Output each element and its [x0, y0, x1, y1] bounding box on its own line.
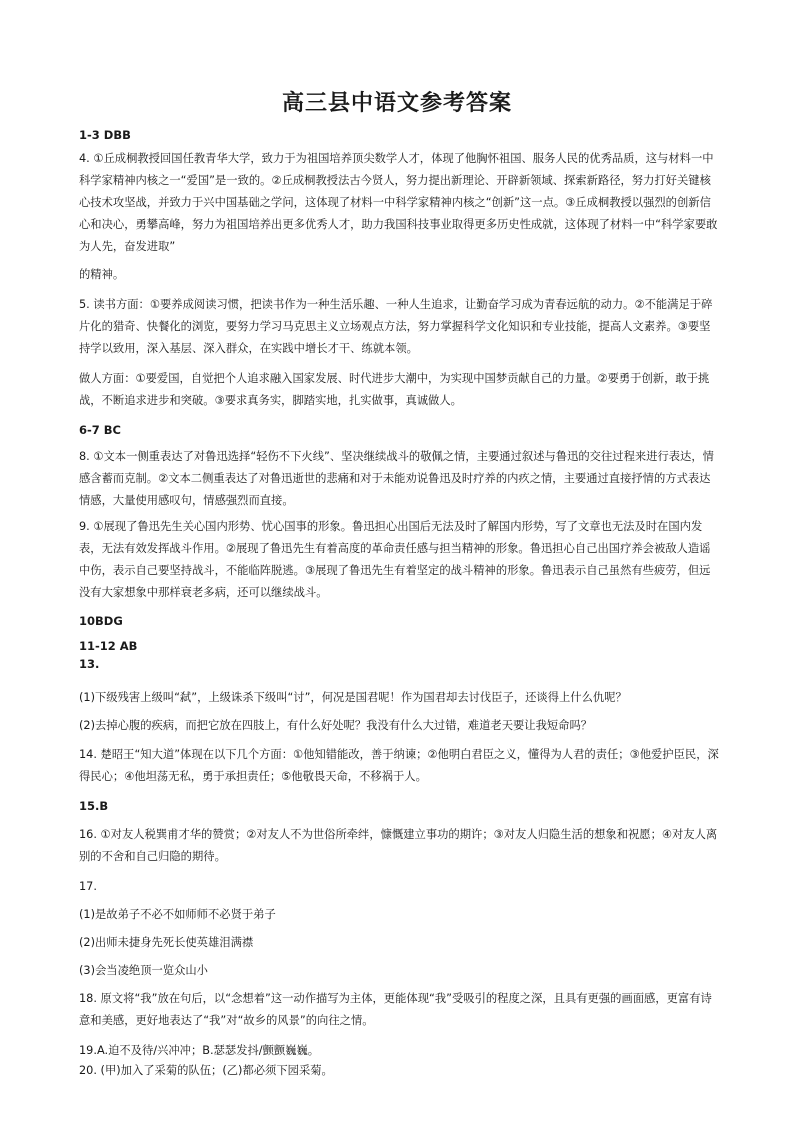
answer-6-7: 6-7 BC [79, 423, 121, 437]
page-title: 高三县中语文参考答案 [281, 91, 512, 116]
question-20-answer: 20. (甲)加入了采菊的队伍；(乙)都必须下园采菊。 [79, 1064, 333, 1077]
answer-15: 15.B [79, 799, 109, 813]
question-17-label: 17. [79, 880, 97, 893]
question-5-person: 做人方面：①要爱国，自觉把个人追求融入国家发展、时代进步大潮中，为实现中国梦贡献自己的力量。②要勇于创新，敢于挑战，不断追求进步和突破。③要求真务实，脚踏实地，扎实做事，真诚做人。 [79, 372, 710, 407]
question-9-answer: 9. ①展现了鲁迅先生关心国内形势、忧心国事的形象。鲁迅担心出国后无法及时了解国内形势，写了文章也无法及时在国内发表，无法有效发挥战斗作用。②展现了鲁迅先生有着高度的革命责任感与担当精神的形象。鲁迅担心自己出国疗养会被敌人造谣中伤，表示自己要坚持战斗，不能临阵脱逃。③展现了鲁迅先生有着坚定的战斗精神的形象。鲁迅表示自己虽然有些疲劳，但远没有大家想象中那样衰老多病，还可以继续战斗。 [79, 520, 711, 599]
question-13-sentence-2: (2)去掉心腹的疾病，而把它放在四肢上，有什么好处呢？我没有什么大过错，难道老天要让我短命吗？ [79, 719, 593, 732]
question-19-answer: 19.A.迫不及待/兴冲冲；B.瑟瑟发抖/颤颤巍巍。 [79, 1044, 320, 1057]
question-8-answer: 8. ①文本一侧重表达了对鲁迅选择“轻伤不下火线”、坚决继续战斗的敬佩之情，主要通过叙述与鲁迅的交往过程来进行表达，情感含蓄而克制。②文本二侧重表达了对鲁迅逝世的悲痛和对于未能劝说鲁迅及时疗养的内疚之情，主要通过直接抒情的方式表达情感，大量使用感叹句，情感强烈而直接。 [79, 450, 714, 507]
question-4-body: 4. ①丘成桐教授回国任教青华大学，致力于为祖国培养顶尖数学人才，体现了他胸怀祖国、服务人民的优秀品质，这与材料一中科学家精神内核之一“爱国”是一致的。②丘成桐教授法古今贤人，努力提出新理论、开辟新领域、探索新路径，努力打好关键核心技术攻坚战，并致力于兴中国基础之学问，这体现了材料一中科学家精神内核之“创新”这一点。③丘成桐教授以强烈的创新信心和决心，勇攀高峰，努力为祖国培养出更多优秀人才，助力我国科技事业取得更多历史性成就，这体现了材料一中“科学家要敢为人先，奋发进取” [79, 152, 718, 253]
answer-10: 10BDG [79, 614, 123, 628]
question-14-answer: 14. 楚昭王“知大道”体现在以下几个方面：①他知错能改，善于纳谏；②他明白君臣之义，懂得为人君的责任；③他爱护臣民，深得民心；④他坦荡无私，勇于承担责任；⑤他敬畏天命，不移祸于人。 [79, 748, 719, 783]
question-18-answer: 18. 原文将“我”放在句后，以“念想着”这一动作描写为主体，更能体现“我”受吸引的程度之深，且具有更强的画面感，更富有诗意和美感，更好地表达了“我”对“故乡的风景”的向往之情。 [79, 992, 712, 1027]
question-5-reading: 5. 读书方面：①要养成阅读习惯，把读书作为一种生活乐趣、一种人生追求，让勤奋学习成为青春远航的动力。②不能满足于碎片化的猎奇、快餐化的浏览，要努力学习马克思主义立场观点方法，努力掌握科学文化知识和专业技能，提高人文素养。③要坚持学以致用，深入基层、深入群众，在实践中增长才干、练就本领。 [79, 298, 713, 355]
question-17-sentence-1: (1)是故弟子不必不如师师不必贤于弟子 [79, 908, 276, 921]
answer-1-3: 1-3 DBB [79, 128, 131, 142]
question-13-label: 13. [79, 657, 100, 671]
question-16-answer: 16. ①对友人税巽甫才华的赞赏；②对友人不为世俗所牵绊，慷慨建立事功的期许；③对友人归隐生活的想象和祝愿；④对友人离别的不舍和自己归隐的期待。 [79, 828, 718, 863]
question-17-sentence-3: (3)会当凌绝顶一览众山小 [79, 964, 208, 977]
answer-11-12: 11-12 AB [79, 639, 138, 653]
question-4-answer [79, 148, 721, 258]
question-4-tail: 的精神。 [79, 268, 125, 281]
question-17-sentence-2: (2)出师未捷身先死长使英雄泪满襟 [79, 936, 254, 949]
question-13-sentence-1: (1)下级残害上级叫“弑”，上级诛杀下级叫“讨”，何况是国君呢！作为国君却去讨伐臣子，还谈得上什么仇呢？ [79, 691, 627, 704]
